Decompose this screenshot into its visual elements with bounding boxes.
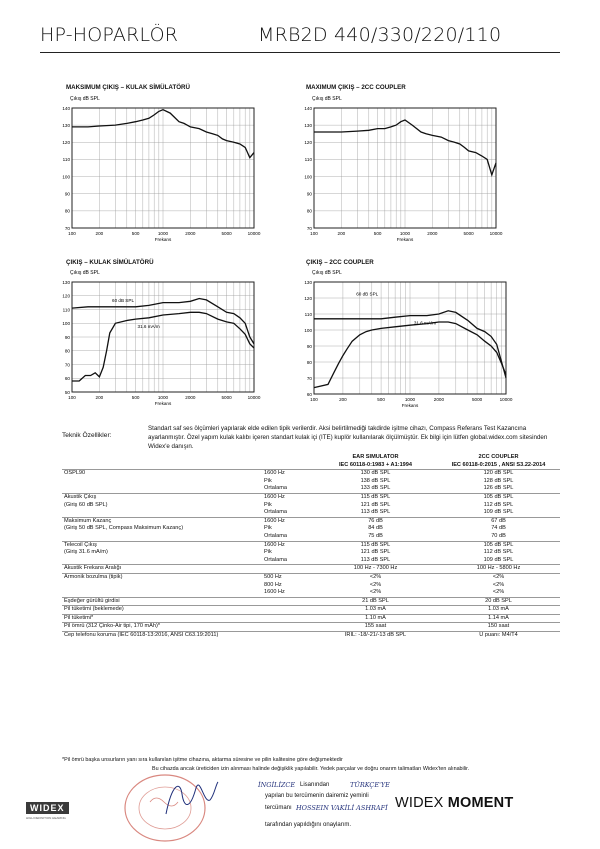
row-name: Armonik bozulma (tipik) — [62, 573, 262, 581]
y-axis-label: Çıkış dB SPL — [70, 96, 100, 102]
x-tick-label: 500 — [373, 231, 382, 236]
row-condition: 500 Hz — [262, 573, 314, 581]
table-row — [62, 623, 560, 632]
x-tick-label: 10000 — [489, 231, 503, 236]
row-condition: 1600 Hz — [262, 541, 314, 549]
row-name: Telecoil Çıkış — [62, 541, 262, 549]
ear-value: <2% — [369, 589, 382, 596]
y-tick-label: 120 — [304, 140, 312, 146]
table-row — [62, 493, 560, 501]
row-name: (Giriş 50 dB SPL, Compass Maksimum Kazanç) — [64, 525, 184, 532]
coupler-value: 100 Hz - 5800 Hz — [437, 565, 560, 574]
table-row — [62, 557, 560, 565]
table-row — [62, 502, 560, 510]
signature — [160, 774, 220, 824]
y-tick-label: 70 — [64, 225, 70, 231]
ear-value: 75 dB — [368, 532, 383, 539]
table-row — [62, 549, 560, 557]
y-tick-label: 80 — [64, 208, 70, 214]
row-condition: Pik — [264, 477, 272, 484]
x-tick-label: 100 — [68, 231, 76, 236]
x-tick-label: 2000 — [185, 231, 196, 236]
x-tick-label: 100 — [310, 397, 318, 402]
x-tick-label: 1000 — [157, 231, 169, 236]
row-name: (Giriş 60 dB SPL) — [64, 501, 108, 508]
table-row — [62, 478, 560, 486]
y-tick-label: 70 — [64, 362, 70, 368]
row-condition — [262, 597, 314, 606]
spec-table — [62, 454, 560, 640]
x-tick-label: 200 — [337, 231, 346, 236]
chart2-title: MAXIMUM ÇIKIŞ – 2CC COUPLER — [306, 84, 406, 91]
series-annotation: 31.6 mA/m — [137, 324, 160, 330]
coupler-value: 67 dB — [437, 517, 560, 525]
table-row — [62, 589, 560, 597]
ear-value: 113 dB SPL — [360, 556, 391, 563]
x-axis-label: Frekans — [154, 401, 172, 406]
chart-max-output-2cc-coupler — [300, 92, 503, 248]
row-name: Akustik Çıkış — [62, 493, 262, 501]
ear-value: 121 dB SPL — [360, 501, 391, 508]
x-tick-label: 1000 — [399, 231, 411, 236]
chart3-title: ÇIKIŞ – KULAK SİMÜLATÖRÜ — [66, 259, 154, 266]
note-battery: *Pil ömrü başka unsurların yanı sıra kullanılan işitme cihazına, aktarma süresine ve pilin kalitesine göre değişmektedir — [62, 757, 343, 763]
coupler-value: 128 dB SPL — [483, 477, 514, 484]
x-tick-label: 5000 — [221, 231, 232, 236]
handwritten-target-language: TÜRKÇE'YE — [350, 781, 390, 789]
coupler-value: <2% — [437, 573, 560, 581]
y-tick-label: 90 — [64, 191, 70, 197]
x-tick-label: 2000 — [185, 395, 196, 400]
ear-value: 121 dB SPL — [360, 549, 391, 556]
y-tick-label: 130 — [62, 122, 70, 128]
widex-logo — [26, 798, 69, 820]
col2-sub: IEC 60118-0:2015 , ANSI S3.22-2014 — [451, 461, 546, 468]
y-tick-label: 80 — [64, 348, 70, 354]
table-row — [62, 485, 560, 493]
x-tick-label: 10000 — [247, 395, 261, 400]
y-tick-label: 60 — [64, 376, 70, 382]
y-tick-label: 80 — [306, 359, 312, 365]
y-tick-label: 120 — [62, 293, 70, 299]
ear-value: 155 saat — [314, 623, 437, 632]
row-condition — [262, 565, 314, 574]
ear-value: 130 dB SPL — [314, 470, 437, 478]
coupler-value: 70 dB — [491, 532, 506, 539]
y-tick-label: 90 — [306, 191, 312, 197]
x-tick-label: 100 — [310, 231, 318, 236]
coupler-value: 109 dB SPL — [483, 556, 514, 563]
brand-moment: MOMENT — [447, 795, 514, 811]
coupler-value: 20 dB SPL — [437, 597, 560, 606]
table-row — [62, 533, 560, 541]
series-annotation: 60 dB SPL — [356, 291, 379, 297]
row-name: Pil ömrü (312 Çinko-Air tipi, 170 mAh)* — [62, 623, 262, 632]
row-condition: Ortalama — [264, 532, 288, 539]
y-tick-label: 90 — [306, 343, 312, 349]
row-name — [62, 557, 262, 565]
y-tick-label: 70 — [306, 375, 312, 381]
ear-value: 84 dB — [368, 525, 383, 532]
y-tick-label: 60 — [306, 391, 312, 397]
col1-title: EAR SIMULATOR — [352, 454, 399, 460]
y-tick-label: 110 — [304, 311, 312, 317]
row-name: (Giriş 31.6 mA/m) — [64, 549, 108, 556]
table-row — [62, 565, 560, 574]
y-tick-label: 130 — [62, 279, 70, 285]
ear-value: 113 dB SPL — [360, 509, 391, 516]
row-name — [62, 478, 262, 486]
x-tick-label: 200 — [339, 397, 347, 402]
x-tick-label: 200 — [95, 395, 104, 400]
ear-value: 115 dB SPL — [314, 541, 437, 549]
y-tick-label: 120 — [62, 140, 70, 146]
y-tick-label: 130 — [304, 122, 312, 128]
chart-output-ear-simulator — [58, 266, 261, 412]
y-tick-label: 140 — [62, 105, 70, 111]
coupler-value: 126 dB SPL — [483, 485, 514, 492]
row-condition — [262, 606, 314, 615]
ear-value: 100 Hz - 7300 Hz — [314, 565, 437, 574]
y-axis-label: Çıkış dB SPL — [312, 270, 342, 276]
y-tick-label: 110 — [62, 307, 70, 313]
coupler-value: 105 dB SPL — [437, 541, 560, 549]
row-condition: Ortalama — [264, 556, 288, 563]
widex-logo-tagline: HIGH DEFINITION HEARING — [26, 816, 66, 820]
y-axis-label: Çıkış dB SPL — [70, 270, 100, 276]
y-tick-label: 110 — [62, 157, 70, 163]
row-condition: Pik — [264, 525, 272, 532]
row-condition: 800 Hz — [264, 581, 282, 588]
row-condition: Ortalama — [264, 509, 288, 516]
table-row — [62, 541, 560, 549]
row-condition: Pik — [264, 549, 272, 556]
handwritten-source-language: İNGİLİZCE — [258, 781, 296, 789]
translation-text-1: Lisanından — [300, 782, 330, 788]
row-name: Akustik Frekans Aralığı — [62, 565, 262, 574]
widex-logo-text: WIDEX — [26, 802, 69, 814]
coupler-value: 112 dB SPL — [483, 501, 514, 508]
row-condition: 1600 Hz — [262, 470, 314, 478]
header-left: HP-HOPARLÖR — [40, 24, 179, 46]
row-name: OSPL90 — [62, 470, 262, 478]
x-tick-label: 200 — [95, 231, 104, 236]
y-tick-label: 50 — [64, 389, 70, 395]
col-2cc-coupler — [437, 454, 560, 470]
row-condition — [262, 632, 314, 640]
ear-value: 21 dB SPL — [314, 597, 437, 606]
handwritten-translator-name: HOSSEIN VAKİLİ ASHRAFİ — [296, 804, 388, 812]
x-tick-label: 1000 — [157, 395, 169, 400]
table-row — [62, 606, 560, 615]
y-tick-label: 100 — [304, 327, 312, 333]
y-tick-label: 100 — [304, 174, 312, 180]
chart1-title: MAKSIMUM ÇIKIŞ – KULAK SİMÜLATÖRÜ — [66, 84, 190, 91]
x-axis-label: Frekans — [154, 237, 172, 242]
row-condition — [262, 614, 314, 623]
row-condition: 1600 Hz — [262, 517, 314, 525]
ear-value: 115 dB SPL — [314, 493, 437, 501]
table-row — [62, 573, 560, 581]
x-tick-label: 1000 — [404, 397, 416, 402]
series-annotation: 31.6 mA/m — [413, 320, 437, 326]
row-condition: Pik — [264, 501, 272, 508]
translation-text-3: tercümanı — [265, 805, 292, 811]
ear-value: 133 dB SPL — [360, 485, 391, 492]
row-condition: 1600 Hz — [262, 493, 314, 501]
row-name — [62, 589, 262, 597]
header-model: MRB2D 440/330/220/110 — [258, 24, 502, 46]
coupler-value: 109 dB SPL — [483, 509, 514, 516]
coupler-value: 120 dB SPL — [437, 470, 560, 478]
table-row — [62, 632, 560, 640]
y-tick-label: 80 — [306, 208, 312, 214]
x-tick-label: 500 — [377, 397, 385, 402]
coupler-value: U puanı: M4/T4 — [437, 632, 560, 640]
row-name — [62, 582, 262, 590]
ear-value: 1.03 mA — [314, 606, 437, 615]
ear-value: 1.10 mA — [314, 614, 437, 623]
translation-text-2: yapılan bu tercümenin dairemiz yeminli — [265, 793, 369, 799]
coupler-value: 1.03 mA — [437, 606, 560, 615]
tech-specs-text: Standart saf ses ölçümleri yapılarak elde edilen tipik verilerdir. Aksi belirtilmediği takdirde işitme cihazı, Compass Referans Test Kazancına ayarlanmıştır. Özel yapım kulak kalıbı içeren standart kulak içi (ITE) kuplör kullanılarak ölçülmüştür. Ek bilgi için lütfen global.widex.com sitesinden Widex'e danışın. — [148, 425, 548, 450]
series-annotation: 60 dB SPL — [112, 297, 135, 303]
x-tick-label: 5000 — [463, 231, 474, 236]
y-tick-label: 90 — [64, 334, 70, 340]
coupler-value: <2% — [492, 581, 505, 588]
x-tick-label: 500 — [131, 395, 140, 400]
x-axis-label: Frekans — [401, 403, 419, 408]
ear-value: <2% — [314, 573, 437, 581]
table-row — [62, 517, 560, 525]
col1-sub: IEC 60118-0:1983 + A1:1994 — [338, 461, 413, 468]
x-axis-label: Frekans — [396, 237, 414, 242]
table-row — [62, 597, 560, 606]
x-tick-label: 5000 — [471, 397, 483, 402]
table-row — [62, 470, 560, 478]
y-tick-label: 100 — [62, 321, 70, 327]
ear-value: IRIL: -18/-21/-13 dB SPL — [314, 632, 437, 640]
table-row — [62, 582, 560, 590]
row-name: Eşdeğer gürültü girdisi — [62, 597, 262, 606]
table-row — [62, 614, 560, 623]
tech-specs-label: Teknik Özellikler: — [62, 432, 112, 439]
coupler-value: 1.14 mA — [437, 614, 560, 623]
x-tick-label: 2000 — [433, 397, 445, 402]
x-tick-label: 500 — [131, 231, 140, 236]
y-tick-label: 70 — [306, 225, 312, 231]
col2-title: 2CC COUPLER — [478, 454, 519, 460]
coupler-value: 74 dB — [491, 525, 506, 532]
note-modification: Bu cihazda ancak üreticiden izin alınması halinde değişiklik yapılabilir. Yedek parçalar ve doğru onarım talimatları Widex'ten alınabilir. — [152, 766, 470, 772]
x-tick-label: 10000 — [247, 231, 261, 236]
coupler-value: 105 dB SPL — [437, 493, 560, 501]
row-name: Pil tüketimi* — [62, 614, 262, 623]
document-header — [40, 24, 560, 53]
x-tick-label: 5000 — [221, 395, 232, 400]
x-tick-label: 10000 — [499, 397, 513, 402]
y-tick-label: 110 — [304, 157, 312, 163]
row-condition — [262, 623, 314, 632]
row-name: Cep telefonu koruma (IEC 60118-13:2016, ANSI C63.19:2011) — [62, 632, 262, 640]
x-tick-label: 100 — [68, 395, 76, 400]
chart-max-output-ear-simulator — [58, 92, 261, 248]
row-name: Pil tüketimi (beklemede) — [62, 606, 262, 615]
y-axis-label: Çıkış dB SPL — [312, 96, 342, 102]
coupler-value: 150 saat — [437, 623, 560, 632]
chart4-title: ÇIKIŞ – 2CC COUPLER — [306, 259, 374, 266]
translation-text-4: tarafından yapıldığını onaylarım. — [265, 822, 352, 828]
row-name — [62, 533, 262, 541]
y-tick-label: 130 — [304, 279, 312, 285]
row-name: Maksimum Kazanç — [62, 517, 262, 525]
y-tick-label: 120 — [304, 295, 312, 301]
x-tick-label: 2000 — [427, 231, 438, 236]
coupler-value: <2% — [492, 589, 505, 596]
coupler-value: 112 dB SPL — [483, 549, 514, 556]
widex-moment-brand — [395, 795, 513, 811]
ear-value: 76 dB — [314, 517, 437, 525]
row-name — [62, 485, 262, 493]
ear-value: <2% — [369, 581, 382, 588]
row-condition: 1600 Hz — [264, 589, 285, 596]
y-tick-label: 140 — [304, 105, 312, 111]
table-row — [62, 525, 560, 533]
table-row — [62, 509, 560, 517]
ear-value: 138 dB SPL — [360, 477, 391, 484]
brand-widex: WIDEX — [395, 795, 444, 811]
row-name — [62, 509, 262, 517]
row-condition: Ortalama — [264, 485, 288, 492]
col-ear-simulator — [314, 454, 437, 470]
chart-output-2cc-coupler — [300, 266, 513, 414]
y-tick-label: 100 — [62, 174, 70, 180]
